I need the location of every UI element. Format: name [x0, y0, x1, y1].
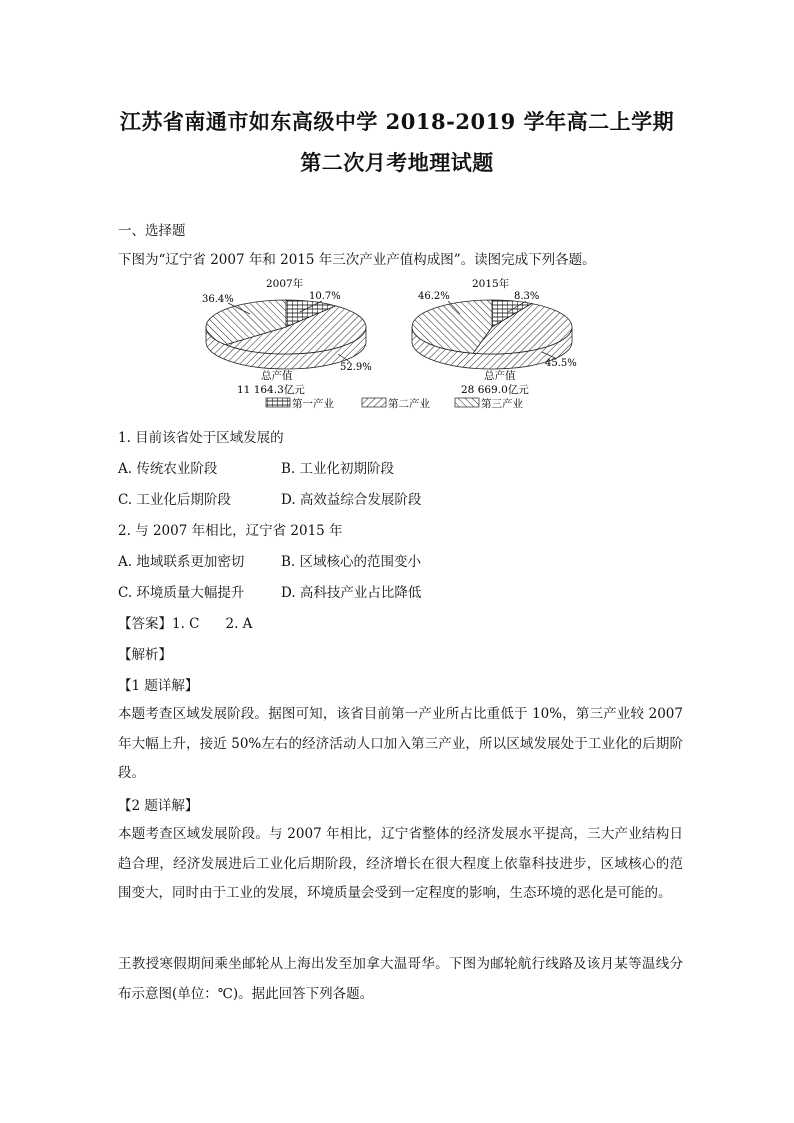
pie-2007-title: 2007年	[266, 278, 304, 290]
pie-2007-label-tertiary: 36.4%	[202, 294, 234, 305]
pie-2015-total-value: 28 669.0亿元	[461, 384, 529, 396]
question-1-stem: 1. 目前该省处于区域发展的	[118, 430, 284, 446]
section-heading: 一、选择题	[118, 223, 186, 239]
question-1-option-b: B. 工业化初期阶段	[281, 461, 395, 477]
pie-2015-total-label: 总产值	[484, 370, 516, 382]
question-intro-1: 下图为“辽宁省 2007 年和 2015 年三次产业产值构成图”。读图完成下列各题。	[118, 252, 596, 268]
detail-1-label: 【1 题详解】	[118, 678, 199, 694]
legend-swatch-secondary	[362, 398, 386, 407]
answer-2: 2. A	[225, 616, 253, 632]
pie-2015-title: 2015年	[472, 278, 510, 290]
question-2-option-c: C. 环境质量大幅提升	[118, 585, 245, 601]
pie-2015-label-primary: 8.3%	[514, 291, 540, 302]
question-1-option-d: D. 高效益综合发展阶段	[281, 492, 422, 508]
detail-1-text: 本题考查区域发展阶段。据图可知，该省目前第一产业所占比重低于 10%，第三产业较 2007 年大幅上升，接近 50%左右的经济活动人口加入第三产业，所以区域发展处于工业化的后期阶段。	[118, 706, 683, 781]
pie-2007-label-primary: 10.7%	[309, 291, 341, 302]
chart-legend	[266, 397, 523, 410]
legend-label-primary: 第一产业	[292, 398, 334, 410]
pie-2007-label-secondary: 52.9%	[340, 362, 372, 373]
pie-2007-total-value: 11 164.3亿元	[237, 384, 305, 396]
answer-label: 【答案】1. C	[118, 616, 200, 632]
question-1-option-a: A. 传统农业阶段	[118, 461, 218, 477]
legend-label-secondary: 第二产业	[388, 398, 430, 410]
pie-2007-total-label: 总产值	[261, 370, 293, 382]
pie-2007	[206, 300, 366, 369]
pie-chart-figure	[190, 272, 610, 420]
question-2-option-b: B. 区域核心的范围变小	[281, 554, 422, 570]
question-intro-2: 王教授寒假期间乘坐邮轮从上海出发至加拿大温哥华。下图为邮轮航行线路及该月某等温线分布示意图(单位：℃)。据此回答下列各题。	[118, 956, 683, 1002]
question-2-stem: 2. 与 2007 年相比，辽宁省 2015 年	[118, 523, 343, 539]
pie-2015-label-secondary: 45.5%	[545, 358, 577, 369]
doc-title-line1: 江苏省南通市如东高级中学 2018-2019 学年高二上学期	[119, 109, 675, 134]
detail-2-label: 【2 题详解】	[118, 798, 199, 814]
detail-2-text: 本题考查区域发展阶段。与 2007 年相比，辽宁省整体的经济发展水平提高，三大产业结构日趋合理，经济发展进后工业化后期阶段，经济增长在很大程度上依靠科技进步，区域核心的范围变大，同时由于工业的发展，环境质量会受到一定程度的影响，生态环境的恶化是可能的。	[118, 826, 683, 901]
question-2-option-a: A. 地域联系更加密切	[118, 554, 245, 570]
question-1-option-c: C. 工业化后期阶段	[118, 492, 231, 508]
analysis-label: 【解析】	[118, 647, 172, 663]
question-2-option-d: D. 高科技产业占比降低	[281, 585, 422, 601]
answer-line	[118, 612, 252, 632]
legend-swatch-primary	[266, 398, 290, 407]
legend-swatch-tertiary	[455, 398, 479, 407]
doc-title-line2: 第二次月考地理试题	[300, 150, 494, 175]
pie-2015-label-tertiary: 46.2%	[418, 291, 450, 302]
legend-label-tertiary: 第三产业	[481, 398, 523, 410]
